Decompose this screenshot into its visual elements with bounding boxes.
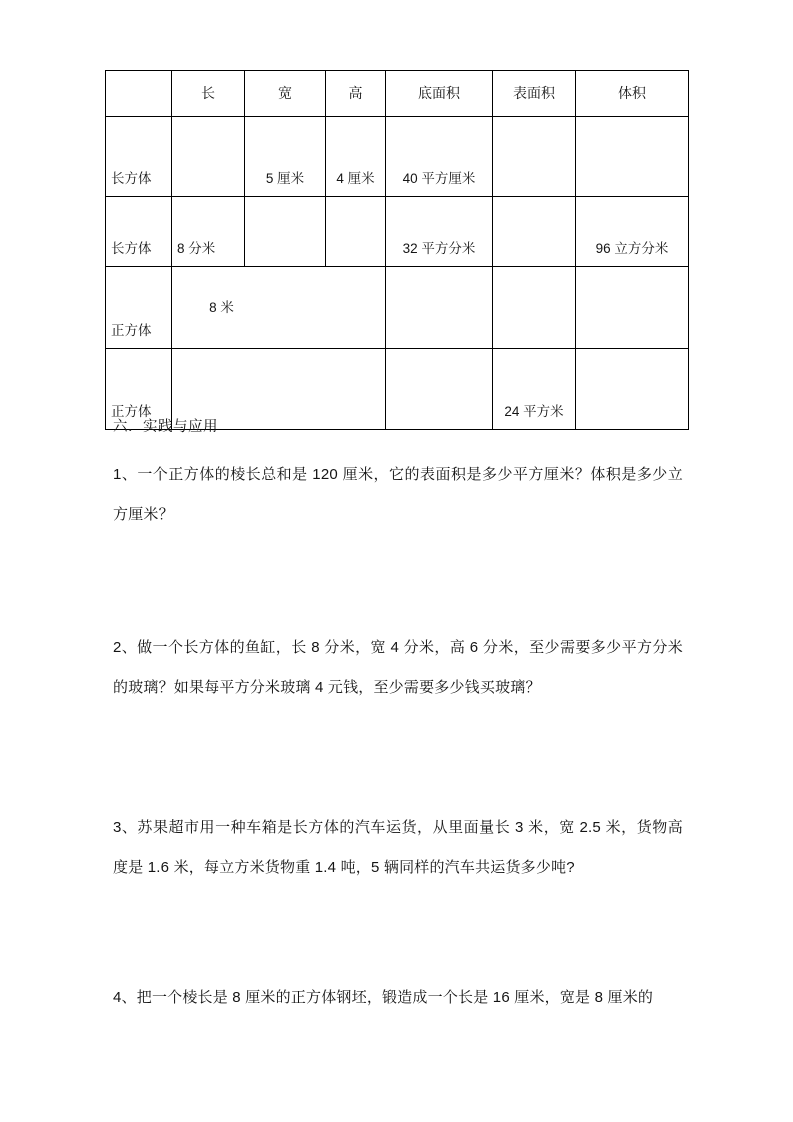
question-4: 4、把一个棱长是 8 厘米的正方体钢坯，锻造成一个长是 16 厘米，宽是 8 厘米的: [113, 989, 654, 1006]
cell-width-1[interactable]: 5 厘米: [245, 117, 326, 197]
cell-volume-4[interactable]: [576, 349, 689, 430]
row-label-cuboid-1: 长方体: [106, 117, 172, 197]
cell-surface-area-2[interactable]: [493, 197, 576, 267]
section-heading-practice: 六．实践与应用: [113, 419, 218, 435]
cell-base-area-4[interactable]: [386, 349, 493, 430]
table-header-volume: 体积: [576, 71, 689, 117]
cell-volume-2[interactable]: 96 立方分米: [576, 197, 689, 267]
table-header-surface-area: 表面积: [493, 71, 576, 117]
cell-surface-area-4[interactable]: 24 平方米: [493, 349, 576, 430]
geometry-table-container: [105, 70, 689, 430]
row-label-cube-1: 正方体: [106, 267, 172, 349]
cell-surface-area-1[interactable]: [493, 117, 576, 197]
cell-volume-1[interactable]: [576, 117, 689, 197]
cell-height-1[interactable]: 4 厘米: [326, 117, 386, 197]
question-1: 1、一个正方体的棱长总和是 120 厘米，它的表面积是多少平方厘米？体积是多少立方厘米？: [113, 466, 683, 523]
table-row: [106, 197, 689, 267]
table-header-base-area: 底面积: [386, 71, 493, 117]
table-header-length: 长: [172, 71, 245, 117]
table-header-height: 高: [326, 71, 386, 117]
cell-base-area-3[interactable]: [386, 267, 493, 349]
cell-base-area-2[interactable]: 32 平方分米: [386, 197, 493, 267]
question-3: 3、苏果超市用一种车箱是长方体的汽车运货，从里面量长 3 米，宽 2.5 米，货物高度是 1.6 米，每立方米货物重 1.4 吨，5 辆同样的汽车共运货多少吨?: [113, 819, 683, 876]
row-label-cube-2: 正方体: [106, 349, 172, 430]
question-2: 2、做一个长方体的鱼缸，长 8 分米，宽 4 分米，高 6 分米，至少需要多少平方分米的玻璃？如果每平方分米玻璃 4 元钱，至少需要多少钱买玻璃？: [113, 639, 683, 696]
table-header-blank: [106, 71, 172, 117]
table-row: [106, 267, 689, 349]
cell-surface-area-3[interactable]: [493, 267, 576, 349]
cell-height-2[interactable]: [326, 197, 386, 267]
cell-length-1[interactable]: [172, 117, 245, 197]
cell-volume-3[interactable]: [576, 267, 689, 349]
table-row: [106, 117, 689, 197]
table-header-row: [106, 71, 689, 117]
row-label-cuboid-2: 长方体: [106, 197, 172, 267]
geometry-table: [105, 70, 689, 430]
cell-edge-length-cube-1[interactable]: 8 米: [172, 267, 386, 349]
cell-base-area-1[interactable]: 40 平方厘米: [386, 117, 493, 197]
cell-length-2[interactable]: 8 分米: [172, 197, 245, 267]
cell-width-2[interactable]: [245, 197, 326, 267]
table-header-width: 宽: [245, 71, 326, 117]
